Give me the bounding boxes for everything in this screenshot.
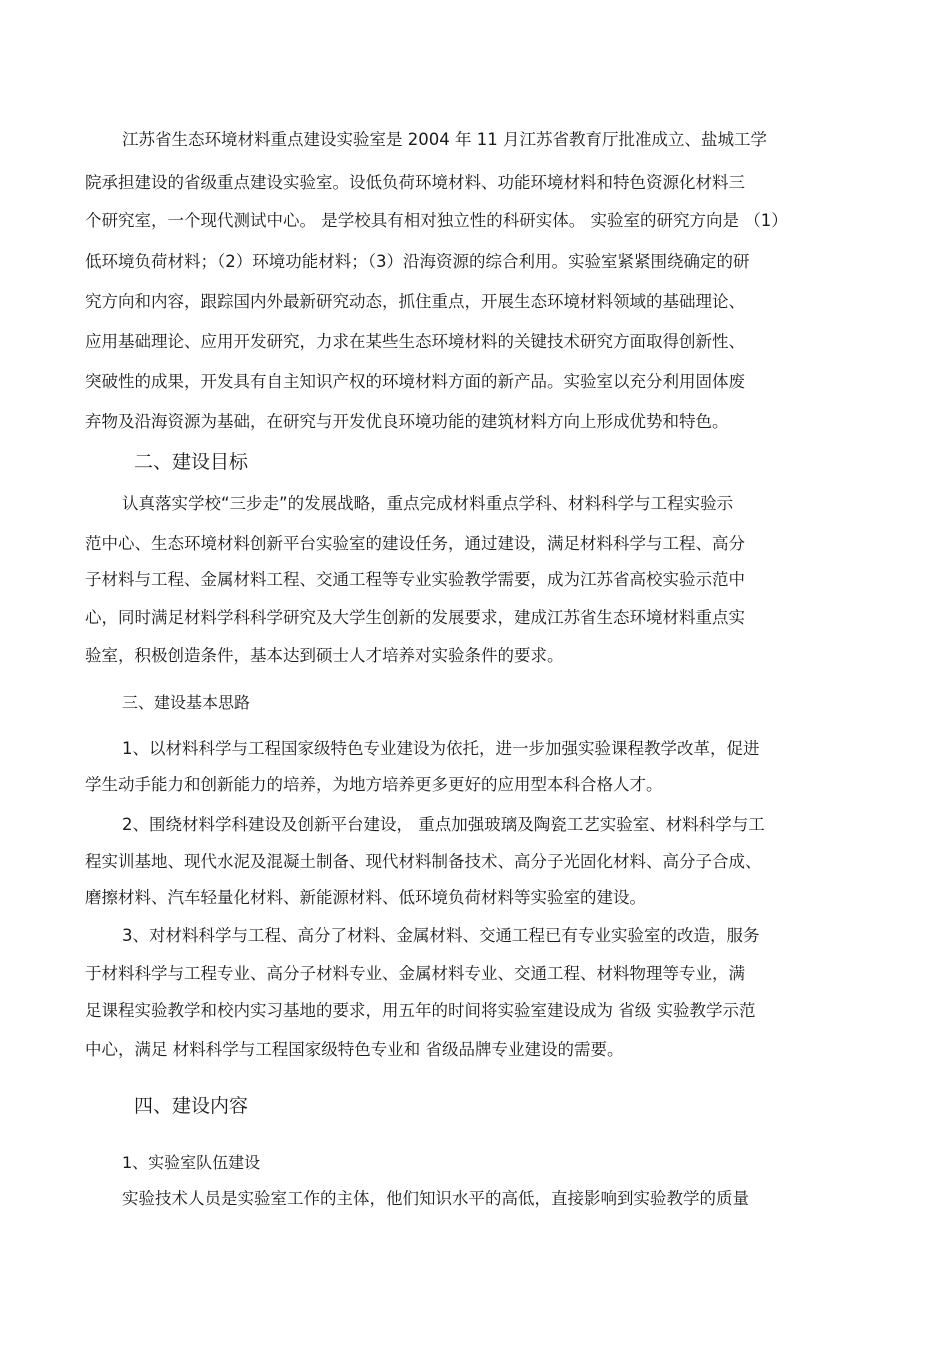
paragraph-line: 2、围绕材料学科建设及创新平台建设， 重点加强玻璃及陶瓷工艺实验室、材料科学与工 (122, 815, 765, 834)
paragraph-line: 中心，满足 材料科学与工程国家级特色专业和 省级品牌专业建设的需要。 (85, 1040, 624, 1059)
paragraph-line: 弃物及沿海资源为基础，在研究与开发优良环境功能的建筑材料方向上形成优势和特色。 (85, 412, 729, 431)
paragraph-line: 个研究室，一个现代测试中心。 是学校具有相对独立性的科研实体。 实验室的研究方向是 （1） (85, 211, 788, 230)
paragraph-line: 于材料科学与工程专业、高分子材料专业、金属材料专业、交通工程、材料物理等专业，满 (85, 964, 745, 983)
paragraph-line: 学生动手能力和创新能力的培养，为地方培养更多更好的应用型本科合格人才。 (85, 775, 663, 794)
paragraph-line: 磨擦材料、汽车轻量化材料、新能源材料、低环境负荷材料等实验室的建设。 (85, 888, 646, 907)
paragraph-line: 程实训基地、现代水泥及混凝土制备、现代材料制备技术、高分子光固化材料、高分子合成、 (85, 852, 762, 871)
paragraph-line: 1、以材料科学与工程国家级特色专业建设为依托，进一步加强实验课程教学改革，促进 (122, 739, 760, 758)
paragraph-line: 验室，积极创造条件，基本达到硕士人才培养对实验条件的要求。 (85, 646, 564, 665)
paragraph-line: 低环境负荷材料；（2）环境功能材料；（3）沿海资源的综合利用。实验室紧紧围绕确定的研 (85, 252, 750, 271)
paragraph-line: 子材料与工程、金属材料工程、交通工程等专业实验教学需要，成为江苏省高校实验示范中 (85, 570, 745, 589)
paragraph-line: 认真落实学校“三步走”的发展战略，重点完成材料重点学科、材料科学与工程实验示 (122, 494, 734, 513)
paragraph-line: 足课程实验教学和校内实习基地的要求，用五年的时间将实验室建设成为 省级 实验教学示范 (85, 1001, 756, 1020)
paragraph-line: 突破性的成果，开发具有自主知识产权的环境材料方面的新产品。实验室以充分利用固体废 (85, 372, 745, 391)
paragraph-line: 心，同时满足材料学科科学研究及大学生创新的发展要求，建成江苏省生态环境材料重点实 (85, 608, 745, 627)
paragraph-line: 江苏省生态环境材料重点建设实验室是 2004 年 11 月江苏省教育厅批准成立、盐城工学 (122, 130, 767, 149)
paragraph-line: 院承担建设的省级重点建设实验室。设低负荷环境材料、功能环境材料和特色资源化材料三 (85, 173, 745, 192)
paragraph-line: 应用基础理论、应用开发研究，力求在某些生态环境材料的关键技术研究方面取得创新性、 (85, 332, 745, 351)
section-heading: 三、建设基本思路 (122, 693, 251, 712)
subsection-heading: 1、实验室队伍建设 (122, 1153, 261, 1172)
section-heading: 四、建设内容 (134, 1095, 249, 1117)
paragraph-line: 实验技术人员是实验室工作的主体，他们知识水平的高低，直接影响到实验教学的质量 (122, 1189, 749, 1208)
paragraph-line: 范中心、生态环境材料创新平台实验室的建设任务，通过建设，满足材料科学与工程、高分 (85, 534, 745, 553)
paragraph-line: 究方向和内容，跟踪国内外最新研究动态，抓住重点，开展生态环境材料领域的基础理论、 (85, 292, 745, 311)
paragraph-line: 3、对材料科学与工程、高分了材料、金属材料、交通工程已有专业实验室的改造，服务 (122, 926, 760, 945)
section-heading: 二、建设目标 (134, 451, 249, 473)
